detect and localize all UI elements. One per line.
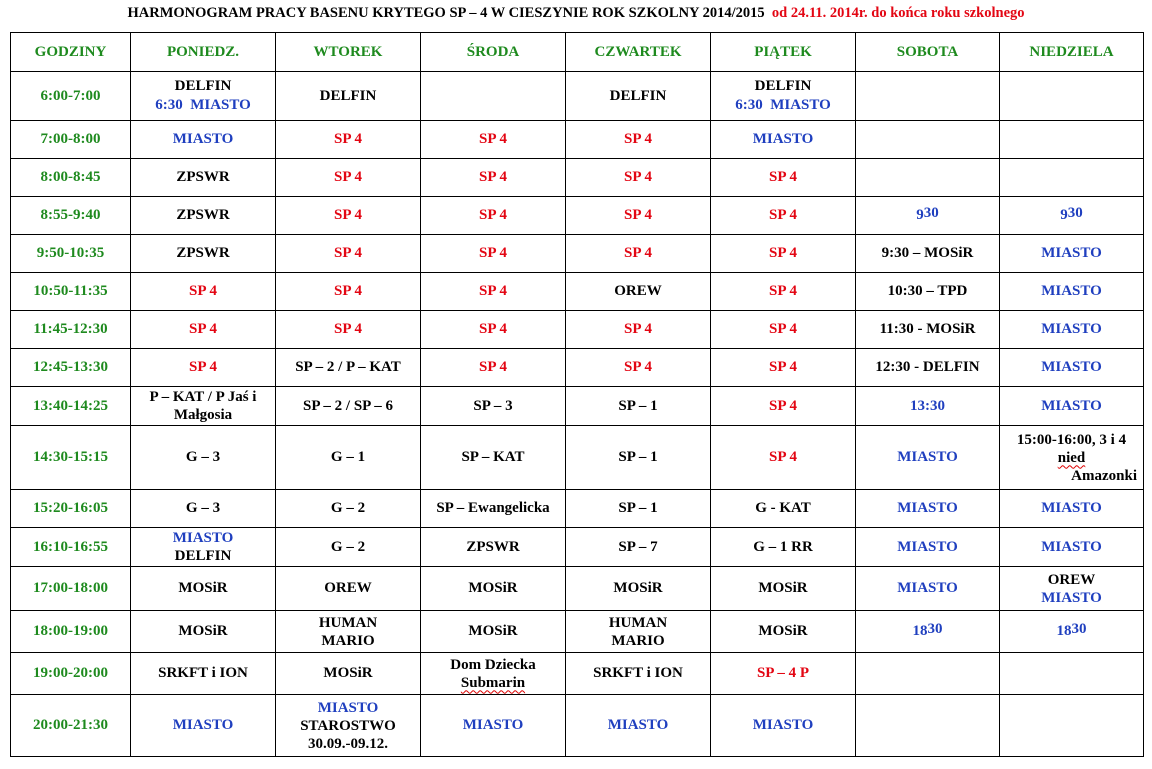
header-sroda: ŚRODA [421,33,566,72]
table-row [11,567,1144,611]
schedule-cell: SP 4 [276,273,421,311]
header-row [11,33,1144,72]
time-cell: 15:20-16:05 [11,490,131,528]
time-hour: 9 [1060,207,1068,223]
schedule-cell: SP 4 [276,197,421,235]
schedule-cell: G – 1 RR [711,528,856,567]
schedule-cell: ZPSWR [131,235,276,273]
spellcheck-word: Submarin [460,674,526,691]
schedule-cell: SP 4 [421,311,566,349]
schedule-cell [421,653,566,695]
schedule-cell: MOSiR [276,653,421,695]
table-row [11,387,1144,426]
schedule-cell [1000,653,1144,695]
cell-line: MIASTO [317,699,379,716]
time-cell: 18:00-19:00 [11,611,131,653]
cell-line: DELFIN [174,78,232,94]
schedule-cell: SP 4 [421,235,566,273]
schedule-cell: SP 4 [131,273,276,311]
cell-line [1002,449,1141,467]
schedule-cell: SP 4 [276,235,421,273]
table-row [11,653,1144,695]
schedule-cell: G – 1 [276,426,421,490]
schedule-cell: MIASTO [711,121,856,159]
time-cell: 10:50-11:35 [11,273,131,311]
cell-line: Amazonki [1071,467,1137,484]
schedule-cell: SP 4 [566,197,711,235]
cell-line [423,674,563,692]
schedule-cell: MOSiR [711,611,856,653]
table-row [11,611,1144,653]
time-cell: 20:00-21:30 [11,695,131,757]
saturday-evening-start [856,611,1000,653]
schedule-cell: SP 4 [566,235,711,273]
schedule-cell: SP 4 [131,311,276,349]
schedule-cell [131,72,276,121]
schedule-cell: SP 4 [711,273,856,311]
schedule-cell: MIASTO [1000,311,1144,349]
schedule-cell: SP – 1 [566,490,711,528]
schedule-cell: MOSiR [566,567,711,611]
document-title [0,5,1152,22]
schedule-cell: SP 4 [276,121,421,159]
header-czwartek: CZWARTEK [566,33,711,72]
time-cell: 17:00-18:00 [11,567,131,611]
schedule-cell [856,72,1000,121]
schedule-cell: SP 4 [711,387,856,426]
schedule-cell: SP 4 [711,159,856,197]
header-godziny: GODZINY [11,33,131,72]
schedule-table [10,32,1144,757]
schedule-cell: SP 4 [421,121,566,159]
header-sobota: SOBOTA [856,33,1000,72]
schedule-cell: SRKFT i ION [566,653,711,695]
time-cell: 6:00-7:00 [11,72,131,121]
schedule-cell: 11:30 - MOSiR [856,311,1000,349]
cell-line: MIASTO [172,530,234,546]
cell-line: 30.09.-09.12. [308,735,388,752]
schedule-cell: SP 4 [711,349,856,387]
time-hour: 18 [1056,623,1072,639]
schedule-cell: MOSiR [421,611,566,653]
schedule-cell: MIASTO [856,528,1000,567]
schedule-cell: MIASTO [131,695,276,757]
schedule-cell: 13:30 [856,387,1000,426]
schedule-cell: MIASTO [131,121,276,159]
cell-line: 6:30 MIASTO [155,97,251,113]
schedule-cell: 9:30 – MOSiR [856,235,1000,273]
cell-line: MIASTO [1041,589,1102,606]
table-row [11,490,1144,528]
schedule-cell: SP – 3 [421,387,566,426]
time-cell: 9:50-10:35 [11,235,131,273]
schedule-cell: ZPSWR [421,528,566,567]
schedule-cell: SP 4 [566,349,711,387]
time-minutes: 30 [927,621,943,637]
schedule-cell: MIASTO [421,695,566,757]
table-row [11,426,1144,490]
table-row [11,235,1144,273]
schedule-cell: MIASTO [856,567,1000,611]
schedule-cell: SP – 1 [566,387,711,426]
table-row [11,349,1144,387]
cell-line: DELFIN [754,78,812,94]
schedule-cell: MOSiR [131,567,276,611]
schedule-cell: MIASTO [856,426,1000,490]
saturday-morning-start [856,197,1000,235]
header-niedziela: NIEDZIELA [1000,33,1144,72]
header-poniedzialek: PONIEDZ. [131,33,276,72]
header-wtorek: WTOREK [276,33,421,72]
title-main: HARMONOGRAM PRACY BASENU KRYTEGO SP – 4 W CIESZYNIE ROK SZKOLNY 2014/2015 [127,5,765,21]
schedule-cell: MIASTO [1000,349,1144,387]
schedule-cell [711,72,856,121]
header-piatek: PIĄTEK [711,33,856,72]
time-cell: 12:45-13:30 [11,349,131,387]
time-cell: 8:00-8:45 [11,159,131,197]
schedule-cell: MIASTO [711,695,856,757]
title-subtitle: od 24.11. 2014r. do końca roku szkolnego [771,5,1025,21]
schedule-cell [856,653,1000,695]
schedule-cell: G – 3 [131,426,276,490]
cell-line: 15:00-16:00, 3 i 4 [1016,431,1127,448]
schedule-cell [276,611,421,653]
schedule-cell [1000,121,1144,159]
schedule-cell: OREW [276,567,421,611]
schedule-cell: SP – 7 [566,528,711,567]
schedule-cell: MOSiR [131,611,276,653]
cell-line: HUMAN [608,614,668,631]
schedule-cell [856,121,1000,159]
schedule-cell [421,72,566,121]
table-row [11,311,1144,349]
schedule-cell: G – 2 [276,490,421,528]
schedule-cell: SP – KAT [421,426,566,490]
table-row [11,273,1144,311]
schedule-cell: SP 4 [711,197,856,235]
schedule-cell: SP 4 [711,235,856,273]
schedule-cell: MIASTO [1000,273,1144,311]
schedule-cell: MIASTO [856,490,1000,528]
schedule-cell: G - KAT [711,490,856,528]
schedule-cell [1000,567,1144,611]
schedule-cell [856,695,1000,757]
schedule-cell: ZPSWR [131,197,276,235]
cell-line: STAROSTWO [300,717,396,734]
schedule-cell: SP – 2 / P – KAT [276,349,421,387]
schedule-cell: SP 4 [566,311,711,349]
schedule-cell: DELFIN [566,72,711,121]
cell-line: HUMAN [318,614,378,631]
cell-line: Dom Dziecka [450,656,536,673]
table-row [11,197,1144,235]
schedule-cell: OREW [566,273,711,311]
schedule-cell: SRKFT i ION [131,653,276,695]
schedule-cell: SP 4 [276,159,421,197]
schedule-cell: DELFIN [276,72,421,121]
schedule-cell: SP 4 [131,349,276,387]
schedule-cell [1000,159,1144,197]
schedule-cell: SP – Ewangelicka [421,490,566,528]
time-minutes: 30 [1071,621,1087,637]
schedule-cell: G – 3 [131,490,276,528]
schedule-cell [131,528,276,567]
time-cell: 11:45-12:30 [11,311,131,349]
schedule-cell [131,387,276,426]
schedule-cell: MIASTO [1000,490,1144,528]
schedule-cell: 12:30 - DELFIN [856,349,1000,387]
schedule-cell [1000,72,1144,121]
cell-line: 6:30 MIASTO [735,97,831,113]
schedule-cell: MIASTO [1000,235,1144,273]
schedule-cell: MIASTO [1000,387,1144,426]
cell-line: Małgosia [173,407,233,423]
time-cell: 14:30-15:15 [11,426,131,490]
schedule-cell: SP – 2 / SP – 6 [276,387,421,426]
table-row [11,159,1144,197]
time-minutes: 30 [1067,205,1083,221]
schedule-cell [276,695,421,757]
schedule-cell: SP 4 [276,311,421,349]
schedule-cell [566,611,711,653]
schedule-cell: SP 4 [711,426,856,490]
time-hour: 9 [916,207,924,223]
schedule-cell: ZPSWR [131,159,276,197]
schedule-cell: SP 4 [421,197,566,235]
table-row [11,121,1144,159]
time-minutes: 30 [923,205,939,221]
sunday-morning-start [1000,197,1144,235]
table-row [11,695,1144,757]
schedule-cell: SP 4 [421,273,566,311]
time-cell: 7:00-8:00 [11,121,131,159]
cell-line: MARIO [321,632,375,649]
time-hour: 18 [912,623,928,639]
cell-line: MARIO [611,632,665,649]
schedule-cell: SP 4 [711,311,856,349]
schedule-cell: SP – 1 [566,426,711,490]
schedule-cell [1000,695,1144,757]
cell-line: DELFIN [174,548,232,564]
table-row [11,528,1144,567]
sunday-evening-start [1000,611,1144,653]
table-row [11,72,1144,121]
schedule-cell: G – 2 [276,528,421,567]
schedule-cell: SP 4 [566,121,711,159]
time-cell: 13:40-14:25 [11,387,131,426]
cell-line: OREW [1047,571,1096,588]
cell-line: P – KAT / P Jaś i [149,389,257,405]
schedule-cell: MOSiR [421,567,566,611]
schedule-cell: MOSiR [711,567,856,611]
schedule-cell: SP – 4 P [711,653,856,695]
time-cell: 19:00-20:00 [11,653,131,695]
schedule-cell: MIASTO [1000,528,1144,567]
schedule-cell: SP 4 [566,159,711,197]
schedule-cell [1000,426,1144,490]
spellcheck-word: nied [1057,449,1086,466]
schedule-cell: SP 4 [421,349,566,387]
time-cell: 8:55-9:40 [11,197,131,235]
schedule-cell: MIASTO [566,695,711,757]
schedule-cell: 10:30 – TPD [856,273,1000,311]
time-cell: 16:10-16:55 [11,528,131,567]
schedule-cell [856,159,1000,197]
schedule-cell: SP 4 [421,159,566,197]
